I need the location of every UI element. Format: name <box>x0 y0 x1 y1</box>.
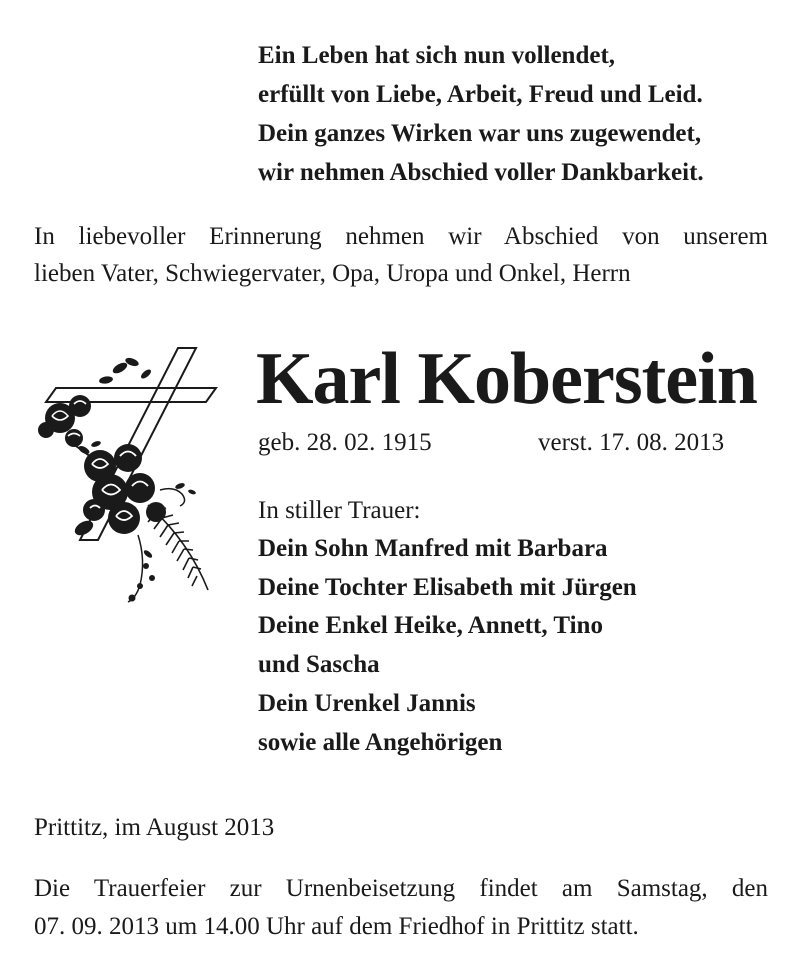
mourners-list <box>258 530 637 762</box>
place-date: Prittitz, im August 2013 <box>34 814 275 841</box>
intro-line: lieben Vater, Schwiegervater, Opa, Uropa und Onkel, Herrn <box>34 260 631 287</box>
intro-line: In liebevoller Erinnerung nehmen wir Abschied von unserem <box>34 223 768 250</box>
service-line: Die Trauerfeier zur Urnenbeisetzung findet am Samstag, den <box>34 875 768 902</box>
mourner-line: und Sascha <box>258 651 380 679</box>
poem-line: erfüllt von Liebe, Arbeit, Freud und Leid. <box>258 81 703 108</box>
poem-line: wir nehmen Abschied voller Dankbarkeit. <box>258 159 704 186</box>
poem-line: Ein Leben hat sich nun vollendet, <box>258 42 616 69</box>
mourner-line: Deine Enkel Heike, Annett, Tino <box>258 612 603 640</box>
poem-line: Dein ganzes Wirken war uns zugewendet, <box>258 120 702 147</box>
mourner-line: sowie alle Angehörigen <box>258 728 503 756</box>
poem <box>258 36 704 192</box>
deceased-name: Karl Koberstein <box>256 338 757 420</box>
mourner-line: Deine Tochter Elisabeth mit Jürgen <box>258 573 637 601</box>
death-date: verst. 17. 08. 2013 <box>538 429 725 456</box>
service-notice <box>34 870 768 946</box>
intro-text <box>34 218 768 292</box>
birth-date: geb. 28. 02. 1915 <box>258 429 432 456</box>
service-line: 07. 09. 2013 um 14.00 Uhr auf dem Friedhof in Prittitz statt. <box>34 913 639 940</box>
mourner-line: Dein Sohn Manfred mit Barbara <box>258 535 608 562</box>
mourner-line: Dein Urenkel Jannis <box>258 689 476 717</box>
mourners-heading: In stiller Trauer: <box>258 497 421 524</box>
cross-with-roses-icon <box>28 340 218 630</box>
